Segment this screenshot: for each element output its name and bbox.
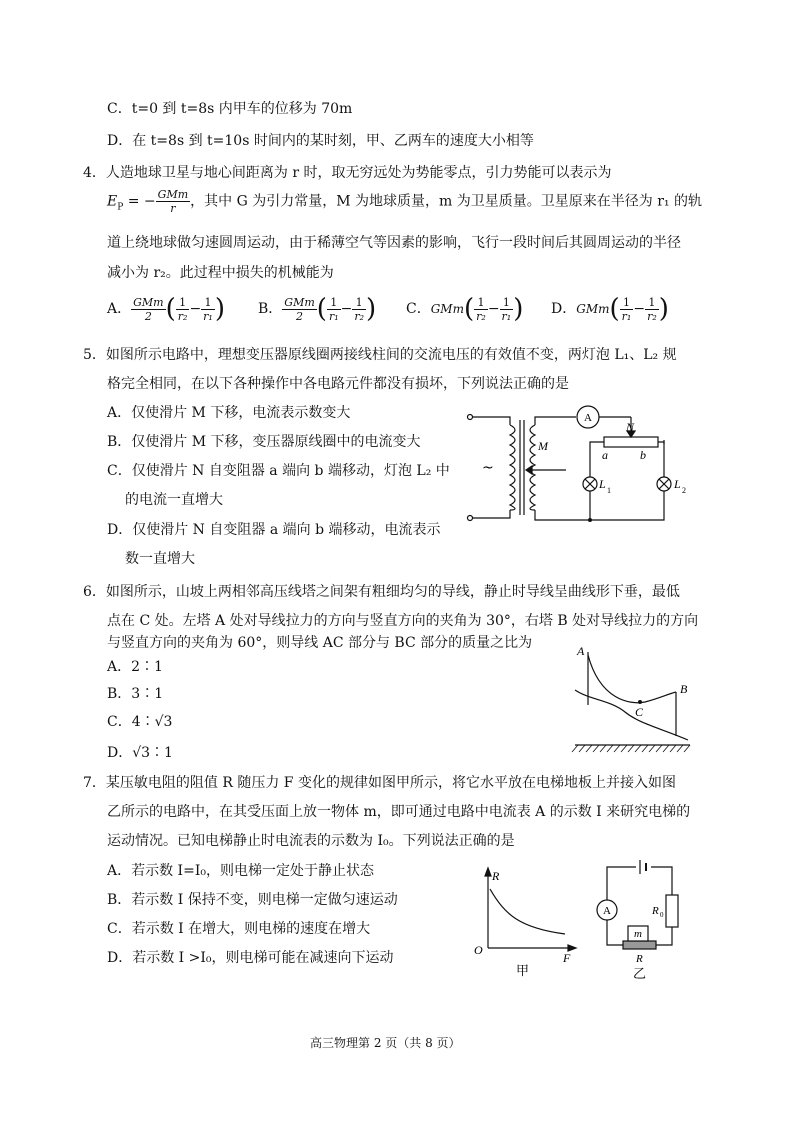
q4-option-d-one1: 1 [620, 296, 634, 310]
q4-line2-tail: ，其中 G 为引力常量，M 为地球质量，m 为卫星质量。卫星原来在半径为 r₁ 的轨 [190, 193, 702, 210]
q4-option-a-coef-num: GMm [133, 295, 164, 309]
q6-option-a: A．2∶1 [107, 659, 163, 675]
q4-formula-den: r [170, 202, 176, 215]
q4-option-c-r-first: r₂ [476, 309, 486, 323]
q7-graph-caption: 甲 [516, 964, 530, 979]
q4-option-d-coef: GMm [576, 302, 610, 316]
q5-line2: 格完全相同，在以下各种操作中各电路元件都没有损坏，下列说法正确的是 [107, 376, 569, 392]
q5-option-c-line2: 的电流一直增大 [125, 492, 223, 508]
q4-option-c-minus: − [487, 301, 500, 317]
q7-option-c: C．若示数 I 在增大，则电梯的速度在增大 [107, 921, 371, 937]
q3-option-c: C．t=0 到 t=8s 内甲车的位移为 70m [107, 101, 353, 117]
q7-option-a: A．若示数 I=I₀，则电梯一定处于静止状态 [107, 863, 374, 879]
q4-line4: 减小为 r₂。此过程中损失的机械能为 [107, 265, 334, 281]
q4-option-b-one1: 1 [327, 296, 341, 310]
q7-wire-right-top [651, 867, 672, 895]
q7-option-d: D．若示数 I >I₀，则电梯可能在减速向下运动 [107, 950, 394, 966]
q7-wire-right-bottom [656, 927, 672, 945]
q6-option-d: D．√3∶1 [107, 745, 173, 761]
q7-label-r0-sub: 0 [660, 911, 664, 919]
q7-label-m: m [634, 928, 642, 940]
q4-formula-num: GMm [157, 188, 189, 201]
q5-line1: 5．如图所示电路中，理想变压器原线圈两接线柱间的交流电压的有效值不变，两灯泡 L₁、L₂ 规 [83, 347, 677, 363]
q5-label-b: b [640, 448, 646, 462]
q7-label-r: R [636, 953, 643, 965]
q6-option-b: B．3∶1 [107, 686, 164, 702]
q5-label-n: N [626, 420, 635, 434]
q4-option-d-minus: − [633, 301, 646, 317]
q4-option-b-coef-den: 2 [296, 309, 304, 323]
q7-graph-label-o: O [474, 943, 483, 957]
q5-option-d-line2: 数一直增大 [125, 551, 195, 567]
q7-line1: 7．某压敏电阻的阻值 R 随压力 F 变化的规律如图甲所示，将它水平放在电梯地板上并接入如图 [83, 775, 676, 791]
q4-option-c-coef: GMm [430, 302, 464, 316]
q4-option-d: D．GMm( $\frac{1}{\text{r₁}}$ − $\frac{1}{\text{r₂}}$ ) [551, 294, 669, 324]
q4-option-a-label: A． [107, 301, 132, 317]
q4-option-c-label: C． [406, 301, 431, 317]
q7-wire-left-bottom [607, 920, 623, 945]
q4-option-d-one2: 1 [645, 296, 659, 310]
q5-ammeter-label: A [584, 412, 592, 424]
q6-label-b: B [680, 682, 688, 696]
q4-option-a: A． $\frac{\text{GMm}}{2}$ ( $\frac{1}{\text{r₂}}$ − $\frac{1}{\text{r₁}}$ ) [107, 294, 225, 324]
q4-formula-lhs: E [107, 193, 118, 210]
q3-option-d: D．在 t=8s 到 t=10s 时间内的某时刻，甲、乙两车的速度大小相等 [107, 133, 534, 149]
q7-resistor-r0 [666, 895, 678, 927]
q4-option-c-r-second: r₁ [501, 309, 512, 323]
q4-option-b: B． $\frac{\text{GMm}}{2}$ ( $\frac{1}{\text{r₁}}$ − $\frac{1}{\text{r₂}}$ ) [258, 294, 377, 324]
q4-option-a-minus: − [189, 301, 202, 317]
q5-option-a: A．仅使滑片 M 下移，电流表示数变大 [107, 405, 351, 421]
q7-circuit-caption: 乙 [633, 967, 647, 982]
q4-option-c: C．GMm( $\frac{1}{\text{r₂}}$ − $\frac{1}{\text{r₁}}$ ) [406, 294, 524, 324]
q4-formula-sub: P [117, 202, 124, 213]
q4-option-b-one2: 1 [352, 296, 366, 310]
q4-option-b-r-first: r₁ [328, 309, 339, 323]
q4-option-d-r-first: r₁ [621, 309, 632, 323]
q5-label-l2: L [674, 477, 681, 491]
q6-label-c: C [635, 705, 644, 719]
q4-option-d-r-second: r₂ [647, 309, 657, 323]
q7-line2: 乙所示的电路中，在其受压面上放一物体 m，即可通过电路中电流表 A 的示数 I 来研究电梯的 [107, 804, 691, 820]
q4-formula-eq: = − [123, 193, 156, 210]
q5-label-l1-sub: 1 [607, 486, 611, 495]
q4-line3: 道上绕地球做匀速圆周运动，由于稀薄空气等因素的影响，飞行一段时间后其圆周运动的半径 [107, 235, 681, 251]
q4-option-c-one1: 1 [474, 296, 488, 310]
q4-option-c-one2: 1 [500, 296, 514, 310]
q6-label-a: A [577, 644, 585, 658]
q5-label-a: a [602, 448, 608, 462]
q5-ac-symbol: ~ [482, 460, 494, 476]
q4-option-a-one2: 1 [201, 296, 215, 310]
q4-option-a-r-second: r₁ [203, 309, 213, 323]
q5-option-c-line1: C．仅使滑片 N 自变阻器 a 端向 b 端移动，灯泡 L₂ 中 [107, 463, 450, 479]
page-footer: 高三物理第 2 页（共 8 页） [310, 1036, 461, 1050]
q4-option-a-r-first: r₂ [177, 309, 188, 323]
q7-line3: 运动情况。已知电梯静止时电流表的示数为 I₀。下列说法正确的是 [107, 833, 515, 849]
q4-line1: 4．人造地球卫星与地心间距离为 r 时，取无穷远处为势能零点，引力势能可以表示为 [83, 165, 612, 181]
q7-graph-label-r: R [492, 869, 500, 883]
q5-option-b: B．仅使滑片 M 下移，变压器原线圈中的电流变大 [107, 434, 421, 450]
q4-option-b-r-second: r₂ [354, 309, 365, 323]
q7-pressure-resistor [623, 941, 656, 949]
q7-option-b: B．若示数 I 保持不变，则电梯一定做匀速运动 [107, 892, 398, 908]
q7-wire-left-top [607, 867, 636, 900]
q4-option-b-coef-num: GMm [284, 295, 315, 309]
q4-option-d-label: D． [551, 301, 577, 317]
q6-line3: 与竖直方向的夹角为 60°，则导线 AC 部分与 BC 部分的质量之比为 [107, 635, 533, 651]
q4-option-a-coef-den: 2 [144, 309, 152, 323]
q4-option-b-label: B． [258, 301, 283, 317]
q4-option-b-minus: − [340, 301, 353, 317]
q7-graph-label-f: F [563, 951, 571, 965]
q7-ammeter-label: A [603, 905, 611, 917]
q5-label-m: M [538, 439, 548, 453]
q6-line2: 点在 C 处。左塔 A 处对导线拉力的方向与竖直方向的夹角为 30°，右塔 B 处对导线拉力的方向 [107, 613, 699, 629]
q5-label-l1: L [599, 477, 606, 491]
q5-label-l2-sub: 2 [682, 486, 686, 495]
q7-label-r0: R [652, 905, 659, 917]
q6-option-c: C．4∶√3 [107, 714, 173, 730]
q4-option-a-one1: 1 [176, 296, 190, 310]
q5-option-d-line1: D．仅使滑片 N 自变阻器 a 端向 b 端移动，电流表示 [107, 522, 441, 538]
q6-line1: 6．如图所示，山坡上两相邻高压线塔之间架有粗细均匀的导线，静止时导线呈曲线形下垂，最低 [83, 584, 680, 600]
